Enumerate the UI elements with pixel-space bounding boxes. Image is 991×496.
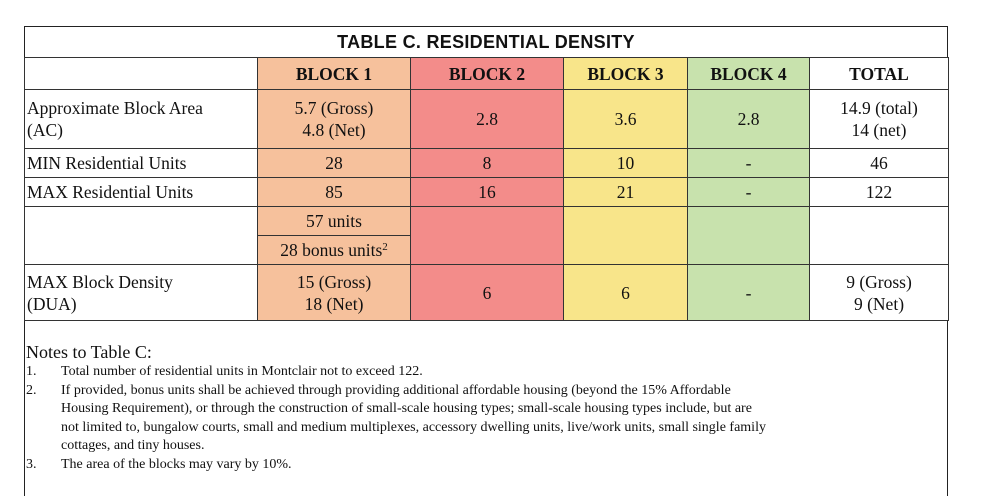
cell-detail-block-4 — [688, 207, 810, 265]
table-header-row — [25, 58, 949, 90]
cell-density-block-1-net: 18 (Net) — [304, 293, 364, 314]
cell-area-block-1-gross: 5.7 (Gross) — [294, 98, 374, 118]
note-item — [24, 382, 948, 456]
note-text-line: Total number of residential units in Montclair not to exceed 122. — [61, 364, 423, 379]
cell-min-block-1: 28 — [258, 149, 411, 178]
cell-density-total — [810, 265, 949, 321]
cell-density-block-4: - — [688, 265, 810, 321]
cell-max-block-2: 16 — [411, 178, 564, 207]
notes-section — [24, 341, 948, 474]
header-total: TOTAL — [810, 58, 949, 90]
header-block-1: BLOCK 1 — [258, 58, 411, 90]
cell-detail-total — [810, 207, 949, 265]
row-label-area-line2: (AC) — [27, 120, 63, 140]
header-block-4: BLOCK 4 — [688, 58, 810, 90]
table-row-area — [25, 90, 949, 149]
note-item — [24, 456, 948, 475]
cell-detail-block-2 — [411, 207, 564, 265]
note-number: 2. — [26, 382, 37, 398]
note-number: 1. — [26, 364, 37, 379]
note-number: 3. — [26, 456, 37, 472]
cell-area-block-2: 2.8 — [411, 90, 564, 149]
cell-min-block-4: - — [688, 149, 810, 178]
cell-area-block-4: 2.8 — [688, 90, 810, 149]
cell-area-total-line1: 14.9 (total) — [840, 98, 918, 118]
residential-density-table — [24, 57, 949, 321]
bonus-units-footnote: 2 — [382, 241, 388, 253]
bonus-units-text: 28 bonus units — [280, 240, 383, 260]
table-row-density — [25, 265, 949, 321]
note-text-line: Housing Requirement), or through the construction of small-scale housing types; small-scale housing types include, but are — [61, 401, 752, 416]
cell-detail-block-3 — [564, 207, 688, 265]
cell-density-block-3: 6 — [564, 265, 688, 321]
header-block-2: BLOCK 2 — [411, 58, 564, 90]
cell-density-block-1 — [258, 265, 411, 321]
cell-detail-base-units: 57 units — [258, 207, 411, 236]
cell-area-total — [810, 90, 949, 149]
cell-min-block-2: 8 — [411, 149, 564, 178]
table-row-units-detail — [25, 207, 949, 236]
row-label-area-line1: Approximate Block Area — [27, 98, 203, 118]
row-label-max-units: MAX Residential Units — [25, 178, 258, 207]
cell-max-total: 122 — [810, 178, 949, 207]
header-block-3: BLOCK 3 — [564, 58, 688, 90]
note-item — [24, 363, 948, 382]
cell-max-block-3: 21 — [564, 178, 688, 207]
table-row-max-units — [25, 178, 949, 207]
note-text-line: not limited to, bungalow courts, small and medium multiplexes, accessory dwelling units, live/work units, small single family — [61, 419, 766, 435]
cell-density-total-line1: 9 (Gross) — [846, 271, 912, 292]
row-label-area — [25, 90, 258, 149]
row-label-min-units: MIN Residential Units — [25, 149, 258, 178]
row-label-density-line1: MAX Block Density — [27, 271, 173, 292]
row-label-density-line2: (DUA) — [27, 293, 77, 314]
cell-density-block-2: 6 — [411, 265, 564, 321]
row-label-density — [25, 265, 258, 321]
cell-max-block-1: 85 — [258, 178, 411, 207]
header-corner-cell — [25, 58, 258, 90]
cell-area-block-1-net: 4.8 (Net) — [302, 120, 366, 140]
cell-min-block-3: 10 — [564, 149, 688, 178]
cell-detail-label-empty — [25, 207, 258, 265]
cell-detail-bonus-units — [258, 236, 411, 265]
cell-area-block-1 — [258, 90, 411, 149]
cell-density-block-1-gross: 15 (Gross) — [296, 271, 372, 292]
note-text-line: cottages, and tiny houses. — [61, 438, 205, 453]
cell-area-total-line2: 14 (net) — [851, 120, 907, 140]
note-text-line: If provided, bonus units shall be achieved through providing additional affordable housing (beyond the 15% Affordable — [61, 382, 731, 398]
cell-area-block-3: 3.6 — [564, 90, 688, 149]
cell-max-block-4: - — [688, 178, 810, 207]
table-row-min-units — [25, 149, 949, 178]
note-text-line: The area of the blocks may vary by 10%. — [61, 456, 292, 472]
cell-min-total: 46 — [810, 149, 949, 178]
notes-title: Notes to Table C: — [26, 342, 152, 362]
table-title: TABLE C. RESIDENTIAL DENSITY — [337, 32, 635, 52]
cell-density-total-line2: 9 (Net) — [853, 293, 905, 314]
